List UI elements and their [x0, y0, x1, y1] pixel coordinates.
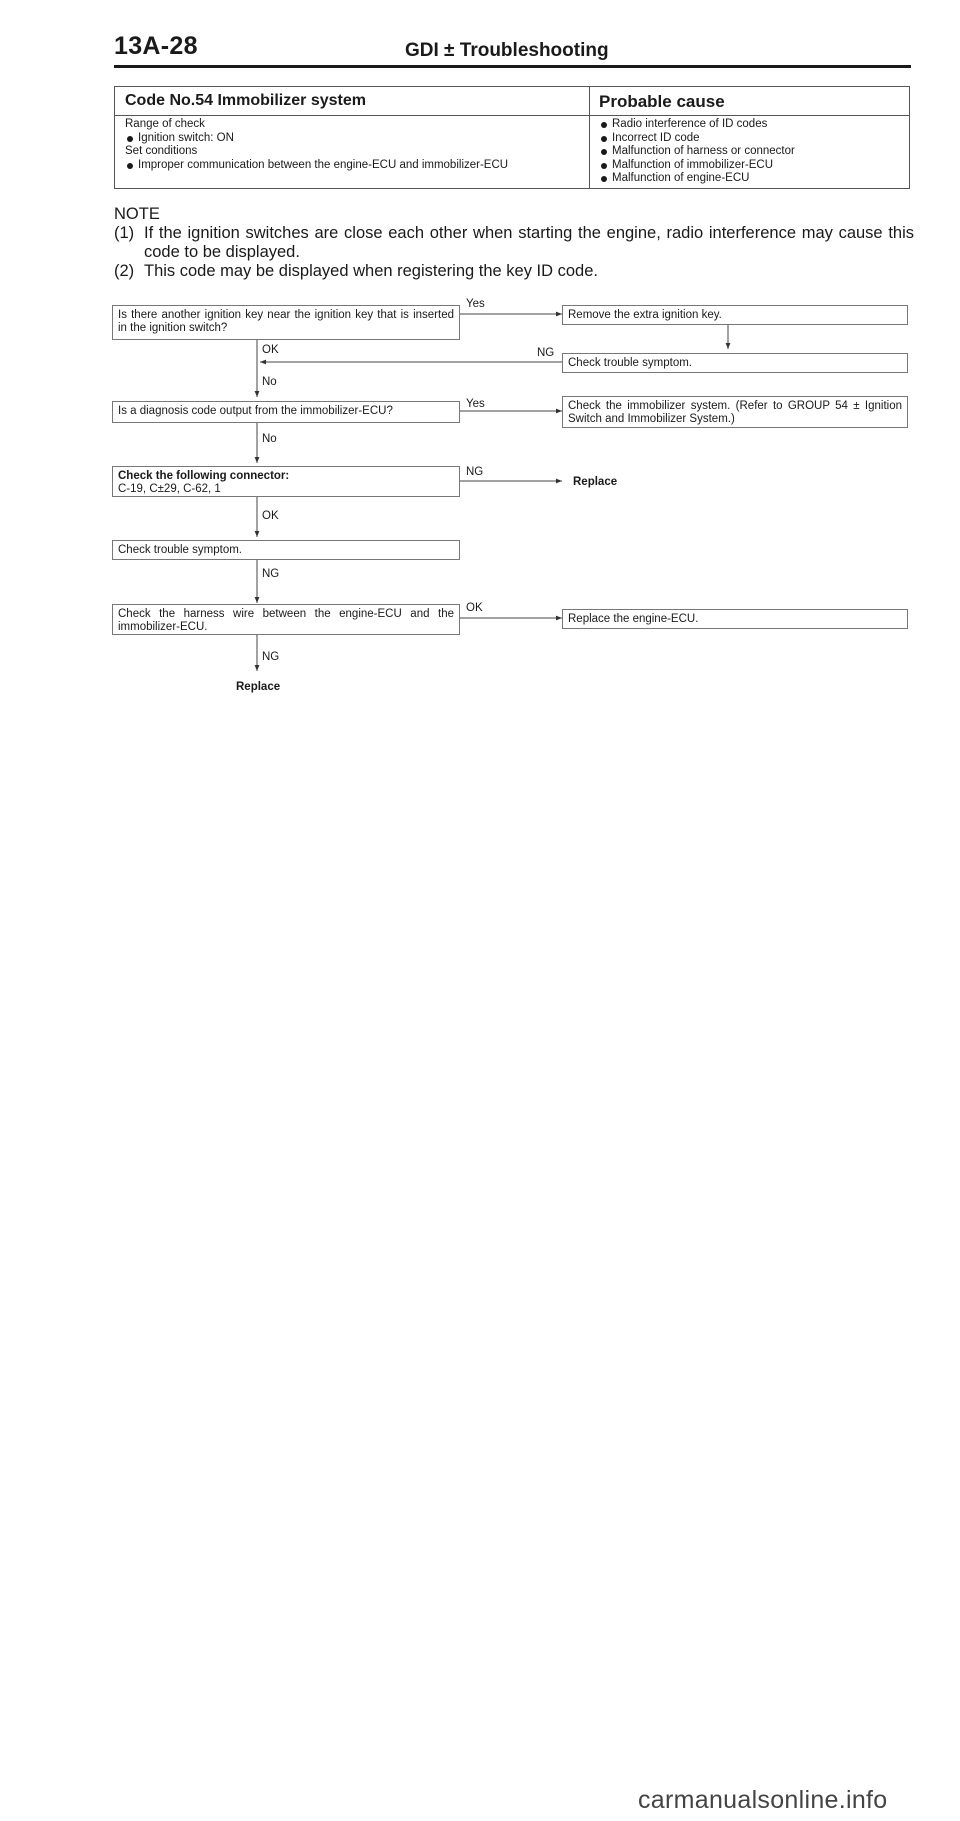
action-check-trouble-symptom-2: Check trouble symptom. — [112, 540, 460, 560]
label-ok: OK — [262, 510, 279, 522]
replace-harness-label: Replace — [236, 681, 281, 693]
note-text: This code may be displayed when registering the key ID code. — [144, 262, 598, 280]
note-heading: NOTE — [114, 205, 160, 223]
label-ng: NG — [466, 466, 484, 478]
label-yes: Yes — [466, 398, 485, 410]
cause-item: Radio interference of ID codes — [599, 118, 904, 132]
question-diagnosis-code: Is a diagnosis code output from the immobilizer-ECU? — [112, 401, 460, 423]
cause-item: Malfunction of harness or connector — [599, 145, 904, 159]
note-number: (2) — [114, 262, 135, 280]
set-label: Set conditions — [125, 145, 198, 158]
set-item: Improper communication between the engine-ECU and immobilizer-ECU — [125, 159, 585, 173]
cause-item: Incorrect ID code — [599, 132, 904, 146]
watermark: carmanualsonline.info — [638, 1786, 888, 1814]
label-no: No — [262, 433, 277, 445]
cause-item: Malfunction of engine-ECU — [599, 172, 904, 186]
action-check-trouble-symptom: Check trouble symptom. — [562, 353, 908, 373]
action-replace-engine-ecu: Replace the engine-ECU. — [562, 609, 908, 629]
connector-title: Check the following connector: — [118, 470, 290, 482]
page-title: GDI ± Troubleshooting — [405, 40, 609, 61]
note-text: If the ignition switches are close each other when starting the engine, radio interference may cause this code to be displayed. — [144, 224, 914, 261]
page-number: 13A-28 — [114, 32, 198, 60]
label-yes: Yes — [466, 298, 485, 310]
label-ok: OK — [262, 344, 279, 356]
action-remove-extra-key: Remove the extra ignition key. — [562, 305, 908, 325]
check-harness-wire-box: Check the harness wire between the engine-ECU and the immobilizer-ECU. — [112, 604, 460, 635]
code-heading: Code No.54 Immobilizer system — [115, 87, 589, 116]
range-item: Ignition switch: ON — [125, 132, 585, 146]
range-label: Range of check — [125, 118, 205, 130]
probable-cause-heading: Probable cause — [589, 87, 909, 116]
label-ng: NG — [262, 568, 280, 580]
label-no: No — [262, 376, 277, 388]
cause-item: Malfunction of immobilizer-ECU — [599, 159, 904, 173]
note-number: (1) — [114, 224, 135, 242]
label-ok: OK — [466, 602, 483, 614]
label-ng: NG — [262, 651, 280, 663]
question-another-key: Is there another ignition key near the ignition key that is inserted in the ignition switch? — [112, 305, 460, 340]
action-check-immobilizer-system: Check the immobilizer system. (Refer to GROUP 54 ± Ignition Switch and Immobilizer System.) — [562, 396, 908, 428]
check-connector-box — [112, 466, 460, 497]
connector-list: C-19, C±29, C-62, 1 — [118, 483, 221, 495]
replace-connector-label: Replace — [573, 476, 618, 488]
label-ng: NG — [537, 347, 555, 359]
